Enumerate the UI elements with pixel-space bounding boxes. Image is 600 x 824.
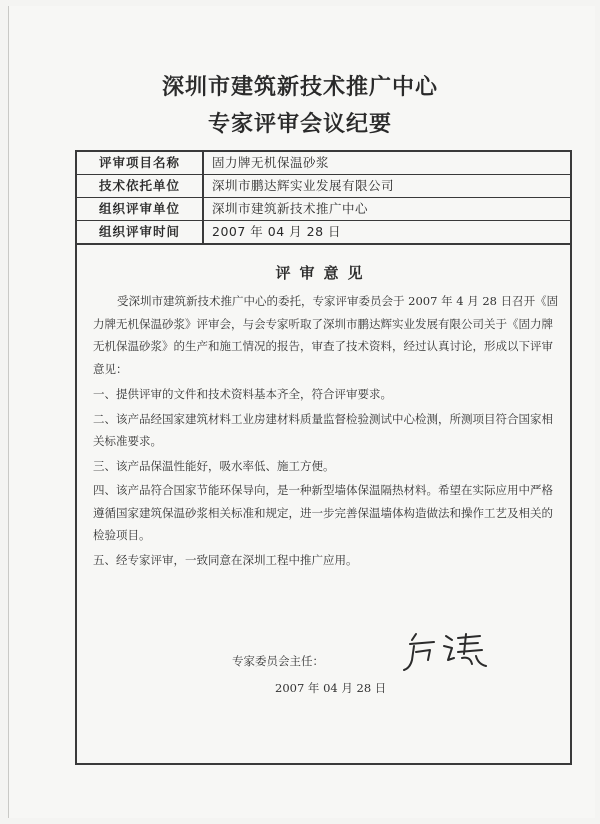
opinion-item: [93, 383, 560, 406]
row-label: 组织评审时间: [77, 221, 204, 243]
committee-chair-label: 专家委员会主任：: [232, 654, 324, 668]
opinion-item-text: 五、经专家评审，一致同意在深圳工程中推广应用。: [93, 552, 358, 567]
opinion-item-text: 三、该产品保温性能好，吸水率低、施工方便。: [93, 458, 335, 473]
table-row: [77, 198, 570, 221]
opinion-body: [93, 290, 560, 571]
opinion-item: [93, 408, 560, 453]
issuer-title: 深圳市建筑新技术推广中心: [161, 74, 438, 100]
row-value: 2007 年 04 月 28 日: [212, 224, 341, 239]
row-value: 固力牌无机保温砂浆: [212, 155, 330, 170]
opinion-heading: 评审意见: [275, 264, 372, 282]
opinion-item: [93, 455, 560, 478]
document-title: 专家评审会议纪要: [207, 111, 392, 137]
signing-date: 2007 年 04 月 28 日: [275, 681, 387, 695]
handwritten-signature: [400, 630, 490, 674]
row-label: 组织评审单位: [77, 198, 204, 220]
row-value: 深圳市建筑新技术推广中心: [212, 201, 369, 216]
row-label: 评审项目名称: [77, 152, 204, 174]
opinion-item-text: 二、该产品经国家建筑材料工业房建材料质量监督检验测试中心检测，所测项目符合国家相关标准要求。: [93, 411, 553, 448]
review-info-table: [75, 150, 572, 245]
table-row: [77, 175, 570, 198]
row-value: 深圳市鹏达辉实业发展有限公司: [212, 178, 395, 193]
opinion-item-text: 一、提供评审的文件和技术资料基本齐全，符合评审要求。: [93, 387, 392, 401]
opinion-item-text: 四、该产品符合国家节能环保导向，是一种新型墙体保温隔热材料。希望在实际应用中严格遵循国家建筑保温砂浆相关标准和规定，进一步完善保温墙体构造做法和操作工艺及相关的检验项目。: [93, 483, 553, 542]
table-row: [77, 152, 570, 175]
opinion-item: [93, 479, 560, 547]
row-label: 技术依托单位: [77, 175, 204, 197]
opinion-item: [93, 549, 560, 572]
opinion-intro: 受深圳市建筑新技术推广中心的委托，专家评审委员会于 2007 年 4 月 28 日召开《固力牌无机保温砂浆》评审会，与会专家听取了深圳市鹏达辉实业发展有限公司关于《固力牌无机保温砂浆》的生产和施工情况的报告，审查了技术资料，经过认真讨论，形成以下评审意见：: [93, 294, 559, 376]
